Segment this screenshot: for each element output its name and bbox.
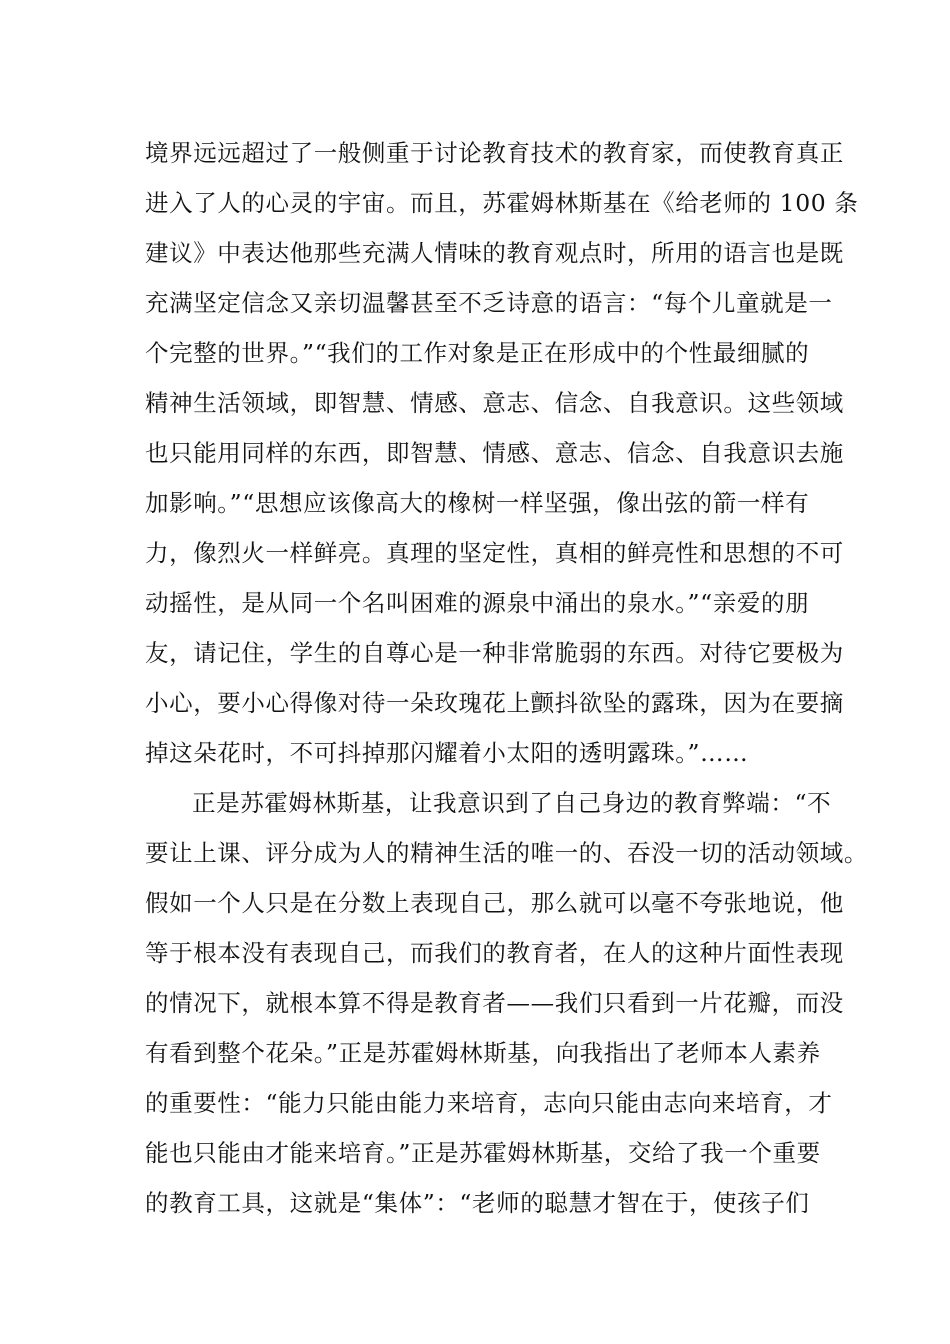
text-line: 有看到整个花朵。”正是苏霍姆林斯基，向我指出了老师本人素养	[145, 1039, 821, 1067]
text-line: 建议》中表达他那些充满人情味的教育观点时，所用的语言也是既	[145, 239, 844, 267]
paragraph-first-line: 正是苏霍姆林斯基，让我意识到了自己身边的教育弊端：“不	[192, 789, 832, 817]
text-line: 进入了人的心灵的宇宙。而且，苏霍姆林斯基在《给老师的 100 条	[145, 189, 859, 217]
text-line: 力，像烈火一样鲜亮。真理的坚定性，真相的鲜亮性和思想的不可	[145, 539, 844, 567]
text-line: 能也只能由才能来培育。”正是苏霍姆林斯基，交给了我一个重要	[145, 1139, 821, 1167]
text-line: 境界远远超过了一般侧重于讨论教育技术的教育家，而使教育真正	[145, 139, 844, 167]
text-line: 也只能用同样的东西，即智慧、情感、意志、信念、自我意识去施	[145, 439, 844, 467]
text-line: 要让上课、评分成为人的精神生活的唯一的、吞没一切的活动领域。	[145, 839, 868, 867]
text-line: 友，请记住，学生的自尊心是一种非常脆弱的东西。对待它要极为	[145, 639, 844, 667]
text-line: 等于根本没有表现自己，而我们的教育者，在人的这种片面性表现	[145, 939, 844, 967]
body-text	[145, 128, 868, 1228]
text-line: 精神生活领域，即智慧、情感、意志、信念、自我意识。这些领域	[145, 389, 844, 417]
text-line: 个完整的世界。”“我们的工作对象是正在形成中的个性最细腻的	[145, 339, 810, 367]
text-line: 假如一个人只是在分数上表现自己，那么就可以毫不夸张地说，他	[145, 889, 844, 917]
text-line: 的重要性：“能力只能由能力来培育，志向只能由志向来培育，才	[145, 1089, 833, 1117]
text-line: 动摇性，是从同一个名叫困难的源泉中涌出的泉水。”“亲爱的朋	[145, 589, 810, 617]
text-line: 的情况下，就根本算不得是教育者——我们只看到一片花瓣，而没	[145, 989, 844, 1017]
text-line: 充满坚定信念又亲切温馨甚至不乏诗意的语言：“每个儿童就是一	[145, 289, 833, 317]
text-line: 加影响。”“思想应该像高大的橡树一样坚强，像出弦的箭一样有	[145, 489, 810, 517]
text-line: 掉这朵花时，不可抖掉那闪耀着小太阳的透明露珠。”……	[145, 739, 749, 767]
text-line: 的教育工具，这就是“集体”：“老师的聪慧才智在于，使孩子们	[145, 1189, 810, 1217]
text-line: 小心，要小心得像对待一朵玫瑰花上颤抖欲坠的露珠，因为在要摘	[145, 689, 844, 717]
